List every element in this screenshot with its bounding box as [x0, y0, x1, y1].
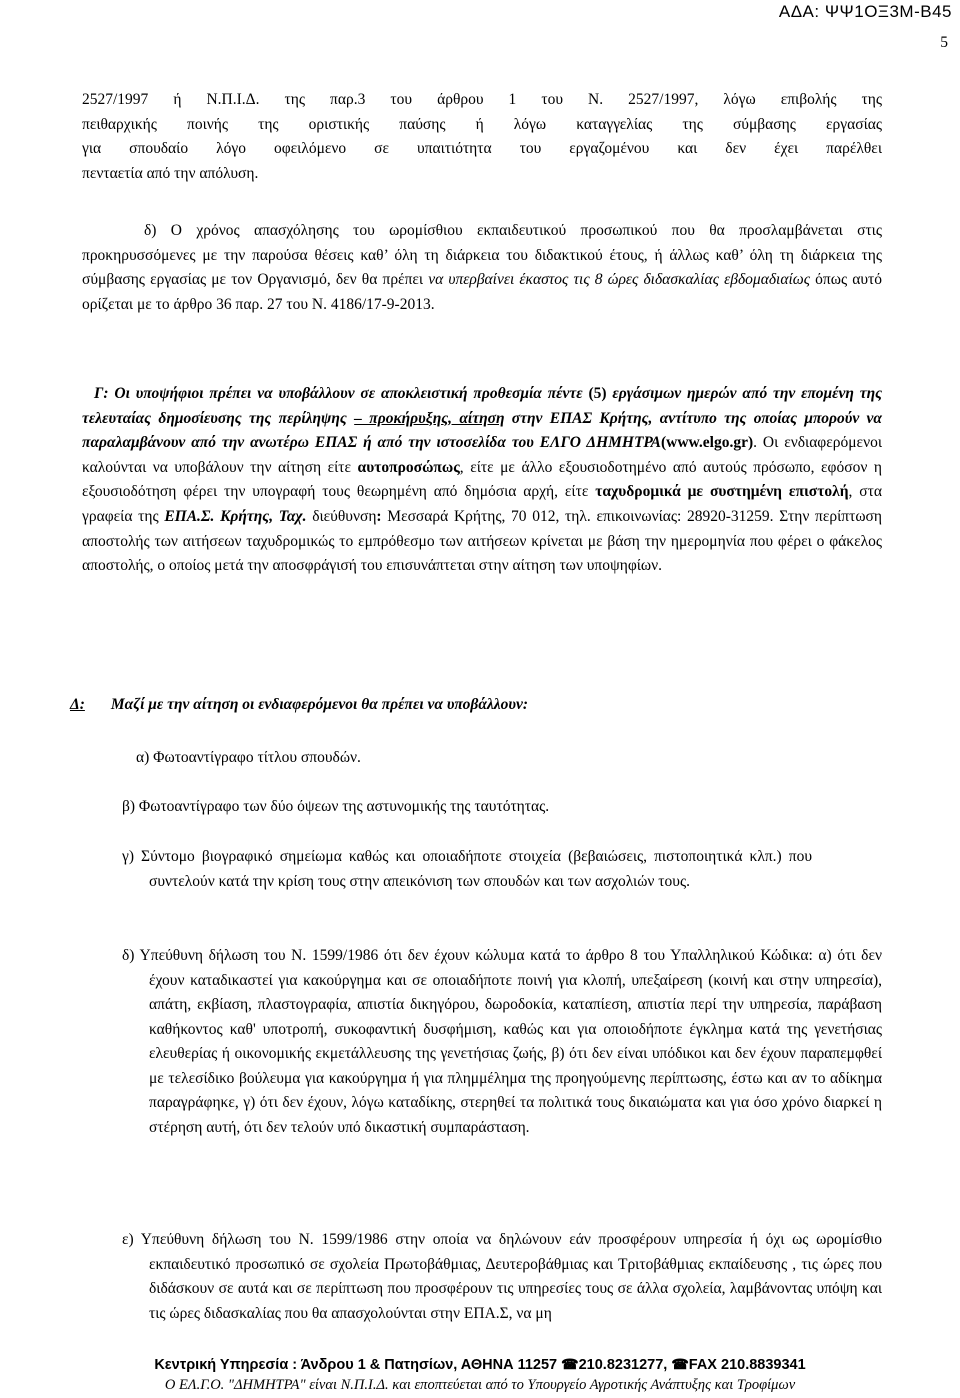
gamma-bold-italic: ΕΠΑ.Σ. Κρήτης, Ταχ. — [164, 507, 307, 525]
gamma-bold-number: (5) — [588, 385, 607, 402]
website-link[interactable]: (www.elgo.gr) — [661, 434, 754, 452]
section-label-d: Δ: — [70, 696, 85, 713]
gamma-bold: ταχυδρομικά με συστημένη επιστολή — [595, 483, 849, 501]
list-item-text: α) Φωτοαντίγραφο τίτλου σπουδών. — [136, 749, 361, 766]
paragraph-1 — [82, 88, 882, 186]
gamma-bold: : — [376, 507, 382, 525]
section-label-gamma: Γ: — [94, 385, 109, 402]
gamma-bold-italic: στην ΕΠΑΣ Κρήτης, αντίτυπο της οποίας μπορούν να παραλαμβάνουν από την ανωτέρω ΕΠΑΣ ή από την ιστοσελίδα του ΕΛΓΟ ΔΗΜΗΤΡΑ — [82, 409, 882, 452]
section-d-heading — [70, 693, 528, 718]
gamma-text: Μεσσαρά Κρήτης, 70 012, τηλ. επικοινωνίας: 28920-31259. Στην περίπτωση αποστολής των αιτήσεων ταχυδρομικώς το εμπρόθεσμο των αιτήσεων κρίνεται με βάση την ημερομηνία που φέρει ο φάκελος αποστολής, ο οποίος μετά την αποσφράγισή του επισυνάπτεται στην αίτηση των υποψηφίων. — [82, 507, 882, 575]
ada-code: ΑΔΑ: ΨΨ1ΟΞ3Μ-Β45 — [778, 2, 952, 21]
footer-fax: FAX 210.8839341 — [688, 1357, 806, 1373]
gamma-underlined: – προκήρυξης, αίτηση — [354, 409, 505, 427]
list-item-text: β) Φωτοαντίγραφο των δύο όψεων της αστυνομικής της ταυτότητας. — [122, 798, 550, 815]
paragraph-delta-text: δ) Ο χρόνος απασχόλησης του ωρομίσθιου εκπαιδευτικού προσωπικού που θα προσλαμβάνεται στις προκηρυσσόμενες με την παρούσα θέσεις καθ’ όλη τη διάρκεια του διδακτικού έτους, ή άλλως καθ’ όλη τη διάρκεια της σύμβασης εργασίας με τον Οργανισμό, δεν θα πρέπει — [82, 222, 882, 288]
list-item-text: ε) Υπεύθυνη δήλωση του Ν. 1599/1986 στην οποία να δηλώνουν εάν προσφέρουν υπηρεσία ή όχι ως ωρομίσθιο εκπαιδευτικό προσωπικό σε σχολεία Πρωτοβάθμιας, Δευτεροβάθμιας και Τριτοβάθμιας εκπαίδευσης , τις ώρες που διδάσκουν σε αυτά και σε περίπτωση που προσφέρουν τις υπηρεσίες τους σε άλλα σχολεία, λαμβάνοντας υπόψη και τις ώρες διδασκαλίας που θα απασχολούνται στην ΕΠΑ.Σ, να μη — [122, 1231, 882, 1322]
list-item-text: δ) Υπεύθυνη δήλωση του Ν. 1599/1986 ότι δεν έχουν κώλυμα κατά το άρθρο 8 του Υπαλληλικού Κώδικα: α) ότι δεν έχουν καταδικαστεί για κακούργημα και σε οποιαδήποτε ποινή για κλοπή, υπεξαίρεση (κοινή και στην υπηρεσία), απάτη, εκβίαση, πλαστογραφία, απιστία δικηγόρου, δωροδοκία, καταπίεση, απιστία περί την υπηρεσία, παράβαση καθήκοντος καθ' υποτροπή, συκοφαντική δυσφήμιση, καθώς και για οποιοδήποτε έγκλημα κατά της γενετήσιας ελευθερίας ή οικονομικής εκμετάλλευσης της γενετήσιας ζωής, β) ότι δεν είναι υπόδικοι και δεν έχουν παραπεμφθεί με τελεσίδικο βούλευμα για κακούργημα ή για πλημμέλημα της προηγούμενης περίπτωσης, έστω και αν το αδίκημα παραγράφηκε, γ) ότι δεν έχουν, λόγω καταδίκης, στερηθεί τα πολιτικά τους δικαιώματα και για όσο χρόνο διαρκεί η στέρηση αυτή, ότι δεν τελούν υπό δικαστική συμπαράσταση. — [122, 947, 882, 1136]
list-item — [122, 845, 812, 894]
telephone-icon: ☎ — [671, 1356, 689, 1372]
paragraph-1-line: 2527/1997 ή Ν.Π.Ι.Δ. της παρ.3 του άρθρου 1 του Ν. 2527/1997, λόγω επιβολής της — [82, 91, 882, 108]
gamma-text: διεύθυνση — [306, 507, 377, 525]
gamma-bold-italic: Οι υποψήφιοι πρέπει να υποβάλλουν σε αποκλειστική προθεσμία πέντε — [108, 385, 589, 402]
gamma-text: , είτε με άλλο εξουσιοδοτημένο από αυτούς πρόσωπο, εφόσον η εξουσιοδότηση φέρει την υπογραφή τους θεωρημένη από δημόσια αρχή, είτε — [82, 458, 882, 501]
paragraph-delta — [82, 219, 882, 317]
list-item-text: γ) Σύντομο βιογραφικό σημείωμα καθώς και οποιαδήποτε στοιχεία (βεβαιώσεις, πιστοποιητικά κλπ.) που συντελούν κατά την κρίση τους στην απεικόνιση των σπουδών και των ασχολιών τους. — [122, 848, 812, 890]
gamma-text: , στα γραφεία της — [82, 483, 882, 525]
list-item — [122, 795, 549, 820]
paragraph-gamma — [82, 382, 882, 579]
gamma-bold: αυτοπροσώπως — [357, 458, 460, 476]
paragraph-1-line: για σπουδαίο λόγο οφειλόμενο σε υπαιτιότητα του εργαζομένου και δεν έχει παρέλθει — [82, 140, 882, 157]
paragraph-1-line: πειθαρχικής ποινής της οριστικής παύσης ή λόγω καταγγελίας της σύμβασης εργασίας — [82, 115, 882, 133]
gamma-bold-italic: εργάσιμων ημερών από την επομένη της τελευταίας δημοσίευσης της περίληψης — [82, 385, 882, 427]
list-item — [136, 746, 361, 771]
paragraph-delta-text-end: όπως αυτό ορίζεται με το άρθρο 36 παρ. 27 του Ν. 4186/17-9-2013. — [82, 271, 882, 313]
footer-note: Ο ΕΛ.Γ.Ο. "ΔΗΜΗΤΡΑ" είναι Ν.Π.Ι.Δ. και εποπτεύεται από το Υπουργείο Αγροτικής Ανάπτυξης και Τροφίμων — [164, 1377, 796, 1393]
paragraph-delta-italic: να υπερβαίνει έκαστος τις 8 ώρες διδασκαλίας εβδομαδιαίως — [428, 271, 811, 288]
footer-phone: 210.8231277, — [578, 1357, 672, 1373]
footer-address — [0, 1356, 960, 1373]
paragraph-1-line: πενταετία από την απόλυση. — [82, 164, 259, 182]
section-d-title: Μαζί με την αίτηση οι ενδιαφερόμενοι θα πρέπει να υποβάλλουν: — [110, 696, 529, 713]
page-number: 5 — [940, 34, 948, 51]
list-item — [122, 944, 882, 1140]
list-item — [122, 1228, 882, 1326]
gamma-text: . Οι ενδιαφερόμενοι καλούνται να υποβάλουν την αίτηση είτε — [82, 434, 882, 476]
footer-address-text: Κεντρική Υπηρεσία : Άνδρου 1 & Πατησίων, ΑΘΗΝΑ 11257 — [154, 1357, 562, 1373]
telephone-icon: ☎ — [561, 1356, 579, 1372]
